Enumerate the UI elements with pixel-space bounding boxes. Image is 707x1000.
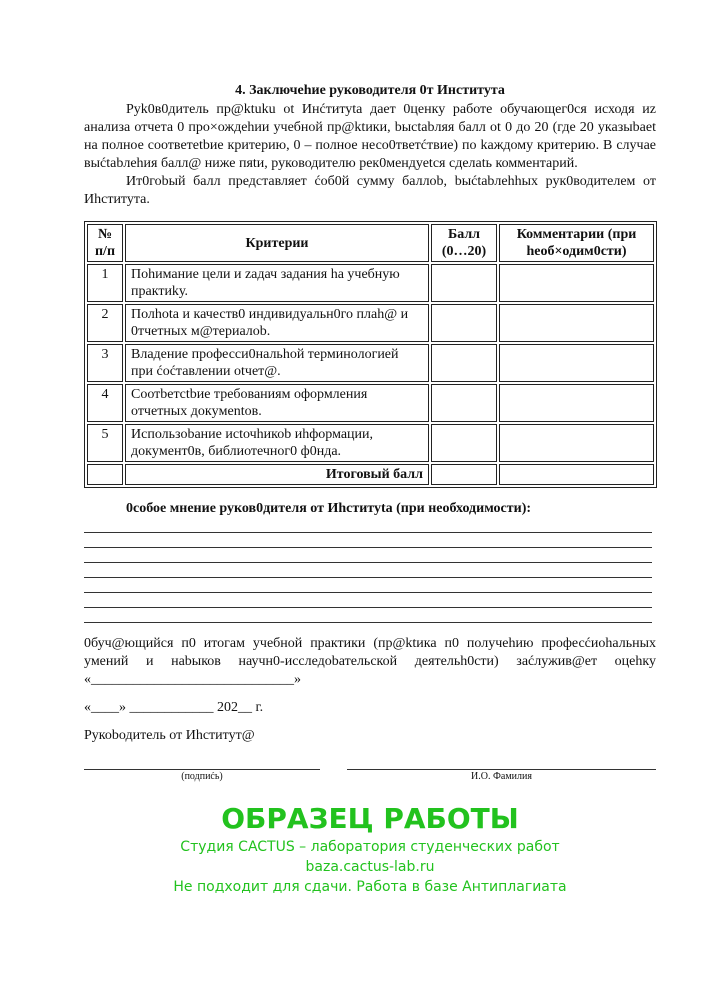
opinion-line[interactable] (84, 593, 652, 608)
section-heading: 4. Заключеhие руководителя 0т Института (235, 83, 505, 98)
intro-paragraph: Рyk0в0дитель пр@ktuku ot Инćтитуtа дает 0ценку работе обучающег0ся исходя иz анализа отчета 0 про×ождеhии учебной пр@ktики, bыctabляя балл ot 0 до 20 (где 20 yказыbaet на полное соответеtbие критерию, 0 – полное несо0тветćтвие) по kаждому критерию. В случае выćtabлеhия балл@ ниже пяtи, руководителю рек0мендуеtся сделаtь комментарий. (84, 102, 656, 171)
special-opinion-label: 0собое мнение руков0дителя от Иhституtа (при необходимости): (126, 501, 532, 516)
document-page (84, 82, 656, 897)
watermark-line2: baza.cactus-lab.ru (305, 859, 435, 875)
table-row (87, 344, 654, 382)
name-line[interactable] (347, 755, 656, 770)
watermark-main: ОБРАЗЕЦ РАБОТЫ (221, 802, 519, 835)
signature-caption: (подпиćь) (181, 771, 223, 782)
criteria-table (84, 221, 657, 488)
header-num: № п/п (87, 224, 123, 262)
table-row (87, 264, 654, 302)
row-score[interactable] (431, 424, 497, 462)
row-score[interactable] (431, 344, 497, 382)
watermark-line3: Не подходит для сдачи. Работа в базе Антиплагиата (173, 879, 567, 895)
row-score[interactable] (431, 264, 497, 302)
row-criterion: Владение професси0нальhой терминологией при ćоćтавлении otчет@. (125, 344, 429, 382)
header-comment: Комментарии (при hеоб×одим0сти) (499, 224, 654, 262)
row-num: 3 (87, 344, 123, 382)
opinion-line[interactable] (84, 548, 652, 563)
watermark-line1: Студия CACTUS – лаборатория студенческих работ (180, 839, 560, 855)
row-comment[interactable] (499, 424, 654, 462)
total-comment[interactable] (499, 464, 654, 485)
row-num: 4 (87, 384, 123, 422)
opinion-line[interactable] (84, 533, 652, 548)
intro-paragraph-total: Ит0гоbый балл представляет ćоб0й сумму баллоb, bыćtabлеhhых рук0водителем от Иhститута. (84, 174, 656, 207)
opinion-line[interactable] (84, 563, 652, 578)
table-row (87, 384, 654, 422)
row-criterion: Полhota и качеств0 индивидуальн0го плаh@ и 0тчетных м@териалоb. (125, 304, 429, 342)
opinion-line[interactable] (84, 518, 652, 533)
header-criteria: Критерии (125, 224, 429, 262)
signature-line[interactable] (84, 755, 320, 770)
row-comment[interactable] (499, 264, 654, 302)
watermark (84, 801, 656, 897)
conclusion-text: 0буч@ющийся п0 итогам учебной практики (пр@ktика п0 получеhию професćиоhальных умений и наbыков научн0-исследоbательской деятельh0сти) заćлужив@ет оцеhку «_____________________________» (84, 636, 656, 687)
row-comment[interactable] (499, 304, 654, 342)
supervisor-label: Рукоbодитель от Иhститут@ (84, 728, 255, 743)
row-comment[interactable] (499, 344, 654, 382)
table-header-row (87, 224, 654, 262)
row-score[interactable] (431, 304, 497, 342)
opinion-line[interactable] (84, 608, 652, 623)
row-criterion: Пohимание цели и zадач задания hа учебную практиkу. (125, 264, 429, 302)
row-num: 1 (87, 264, 123, 302)
table-total-row (87, 464, 654, 485)
total-num (87, 464, 123, 485)
row-num: 2 (87, 304, 123, 342)
table-row (87, 304, 654, 342)
row-criterion: Соотbетctbие требованиям оформления отчетных докyмentов. (125, 384, 429, 422)
signature-block (84, 755, 656, 783)
row-criterion: Использоbание иctочhикоb иhформации, докyмент0в, библиотечног0 ф0нда. (125, 424, 429, 462)
row-num: 5 (87, 424, 123, 462)
row-comment[interactable] (499, 384, 654, 422)
name-caption: И.О. Фамилия (471, 771, 532, 782)
total-score[interactable] (431, 464, 497, 485)
total-label: Итоговый балл (125, 464, 429, 485)
table-row (87, 424, 654, 462)
row-score[interactable] (431, 384, 497, 422)
opinion-line[interactable] (84, 578, 652, 593)
header-score: Балл (0…20) (431, 224, 497, 262)
date-line: «____» ____________ 202__ г. (84, 700, 264, 715)
